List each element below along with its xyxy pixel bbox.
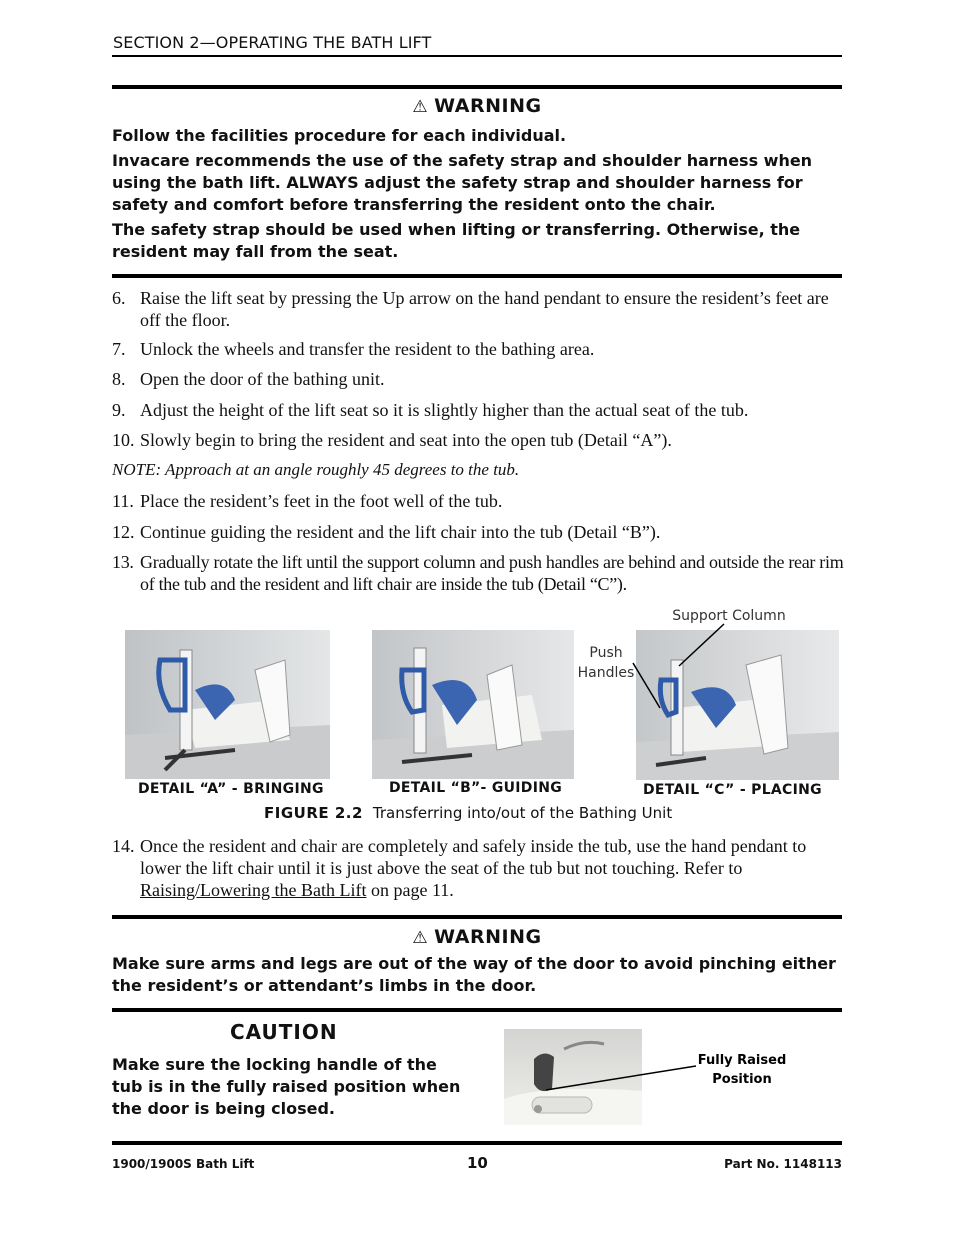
caution-title: CAUTION	[230, 1020, 338, 1044]
footer-rule	[112, 1141, 842, 1145]
step-item: 14. Once the resident and chair are completely and safely inside the tub, use the hand pendant to lower the lift chair until it is just above the seat of the tub but not touching. Refer to Raising/Lowering the Bath Lift on page 11.	[112, 836, 807, 900]
step-item: 9. Adjust the height of the lift seat so it is slightly higher than the actual seat of the tub.	[112, 400, 749, 420]
detail-c-caption: DETAIL “C” - PLACING	[643, 782, 822, 798]
warning2-body	[112, 953, 842, 997]
step-item: 10. Slowly begin to bring the resident and seat into the open tub (Detail “A”).	[112, 430, 672, 450]
caution-callout-line	[500, 1060, 700, 1100]
detail-b-caption: DETAIL “B”- GUIDING	[389, 780, 563, 796]
fully-raised-callout: Fully Raised Position	[697, 1053, 787, 1087]
warning2-paragraph: Make sure arms and legs are out of the way of the door to avoid pinching either the resident’s or attendant’s limbs in the door.	[112, 954, 836, 995]
section-title: SECTION 2—OPERATING THE BATH LIFT	[113, 33, 432, 52]
step-item: 13. Gradually rotate the lift until the support column and push handles are behind and outside the rear rim of the tub and the resident and lift chair are inside the tub (Detail “C”).	[112, 552, 844, 594]
warning1-paragraph: The safety strap should be used when lifting or transferring. Otherwise, the resident may fall from the seat.	[112, 220, 801, 261]
cross-reference-link[interactable]: Raising/Lowering the Bath Lift	[140, 880, 367, 900]
warning2-bottom-rule	[112, 1008, 842, 1012]
page-number: 10	[467, 1154, 488, 1172]
warning1-paragraph: Follow the facilities procedure for each individual.	[112, 126, 567, 145]
step-item: 6. Raise the lift seat by pressing the Up arrow on the hand pendant to ensure the resident’s feet are off the floor.	[112, 288, 829, 330]
warning1-title: ⚠ WARNING	[412, 95, 542, 117]
push-handles-callout: Push Handles	[577, 645, 635, 681]
warning1-paragraph: Invacare recommends the use of the safety strap and shoulder harness when using the bath lift. ALWAYS adjust the safety strap and shoulder harness for safety and comfort before transferring the resident onto the chair.	[112, 151, 813, 214]
warning-triangle-icon: ⚠	[412, 97, 429, 117]
warning2-title: ⚠ WARNING	[412, 926, 542, 948]
step-item: 12. Continue guiding the resident and the lift chair into the tub (Detail “B”).	[112, 522, 661, 542]
caution-body	[112, 1054, 467, 1120]
footer-part-number: Part No. 1148113	[724, 1157, 842, 1171]
warning-triangle-icon: ⚠	[412, 928, 429, 948]
caution-paragraph: Make sure the locking handle of the tub is in the fully raised position when the door is being closed.	[112, 1055, 461, 1118]
footer-product: 1900/1900S Bath Lift	[112, 1157, 255, 1171]
step-item: 8. Open the door of the bathing unit.	[112, 369, 385, 389]
figure-caption: FIGURE 2.2 Transferring into/out of the Bathing Unit	[264, 804, 673, 822]
detail-a-caption: DETAIL “A” - BRINGING	[138, 781, 324, 797]
note: NOTE: Approach at an angle roughly 45 degrees to the tub.	[112, 460, 520, 479]
support-column-callout: Support Column	[672, 608, 786, 624]
warning2-top-rule	[112, 915, 842, 919]
step-item: 7. Unlock the wheels and transfer the resident to the bathing area.	[112, 339, 595, 359]
step-item: 11. Place the resident’s feet in the foot well of the tub.	[112, 491, 503, 511]
